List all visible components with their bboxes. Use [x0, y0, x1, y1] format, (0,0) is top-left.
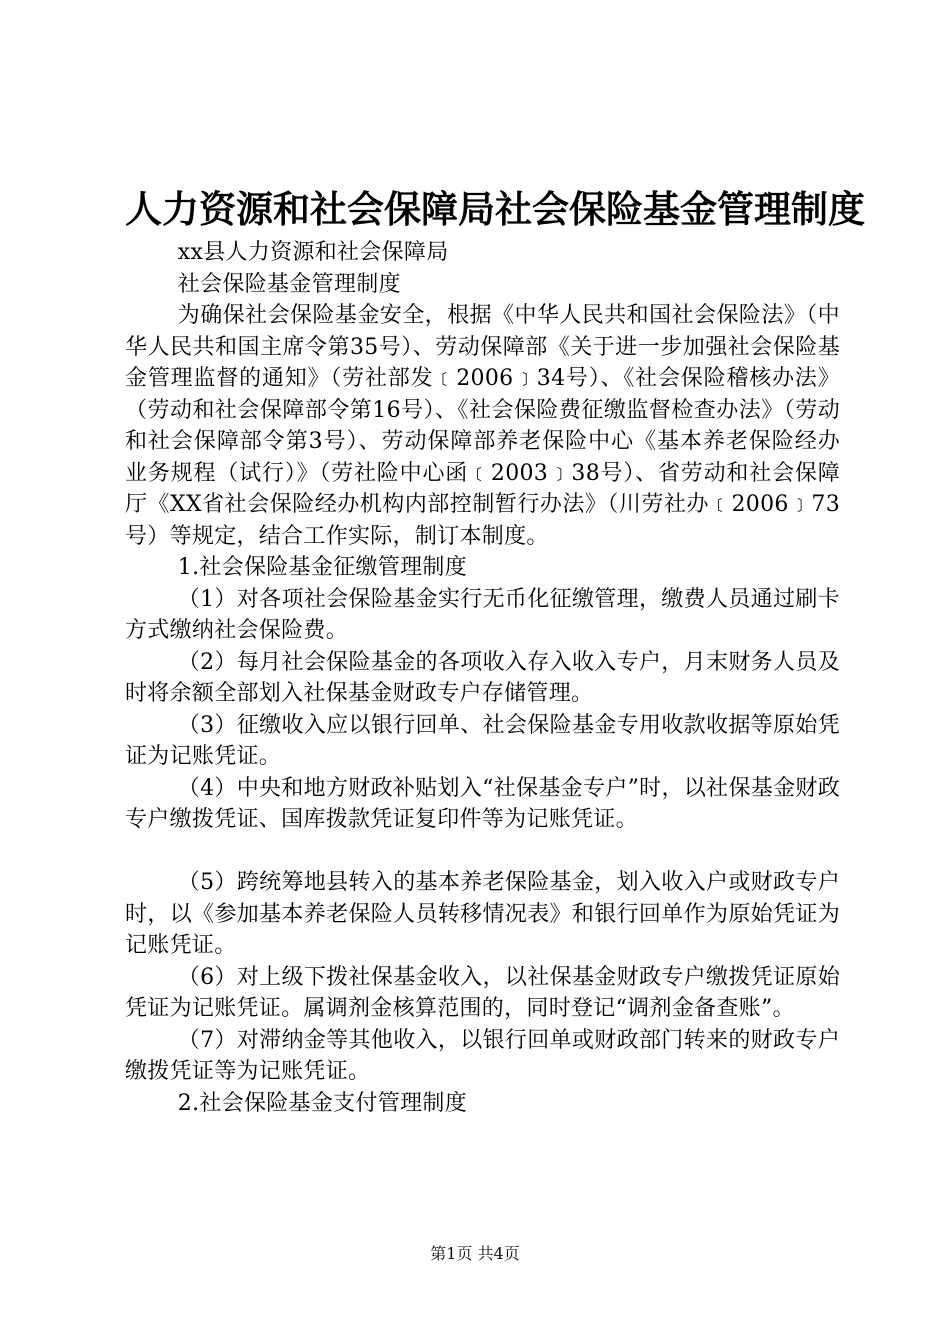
section-heading-1: 1.社会保险基金征缴管理制度: [177, 555, 467, 580]
paragraph-item-3: （3）征缴收入应以银行回单、社会保险基金专用收款收据等原始凭证为记账凭证。: [125, 712, 840, 769]
paragraph-issuer: xx县人力资源和社会保障局: [177, 240, 449, 265]
paragraph-item-5: （5）跨统筹地县转入的基本养老保险基金，划入收入户或财政专户时，以《参加基本养老保险人员转移情况表》和银行回单作为原始凭证为记账凭证。: [125, 870, 840, 958]
document-body: [125, 237, 840, 1119]
paragraph-item-7: （7）对滞纳金等其他收入，以银行回单或财政部门转来的财政专户缴拨凭证等为记账凭证。: [125, 1027, 840, 1084]
document-title: 人力资源和社会保障局社会保险基金管理制度: [125, 187, 865, 231]
paragraph-item-6: （6）对上级下拨社保基金收入，以社保基金财政专户缴拨凭证原始凭证为记账凭证。属调剂金核算范围的，同时登记“调剂金备查账”。: [125, 964, 840, 1021]
paragraph-intro: 为确保社会保险基金安全，根据《中华人民共和国社会保险法》（中华人民共和国主席令第35号）、劳动保障部《关于进一步加强社会保险基金管理监督的通知》（劳社部发﹝2006﹞34号）、《社会保险稽核办法》（劳动和社会保障部令第16号）、《社会保险费征缴监督检查办法》（劳动和社会保障部令第3号）、劳动保障部养老保险中心《基本养老保险经办业务规程（试行）》（劳社险中心函﹝2003﹞38号）、省劳动和社会保障厅《XX省社会保险经办机构内部控制暂行办法》（川劳社办﹝2006﹞73号）等规定，结合工作实际，制订本制度。: [125, 303, 840, 549]
paragraph-item-2: （2）每月社会保险基金的各项收入存入收入专户，月末财务人员及时将余额全部划入社保基金财政专户存储管理。: [125, 649, 840, 706]
paragraph-item-1: （1）对各项社会保险基金实行无币化征缴管理，缴费人员通过刷卡方式缴纳社会保险费。: [125, 586, 840, 643]
section-heading-2: 2.社会保险基金支付管理制度: [177, 1090, 467, 1116]
paragraph-subtitle: 社会保险基金管理制度: [177, 271, 401, 297]
page-number-footer: 第1页 共4页: [430, 1244, 520, 1263]
paragraph-item-4: （4）中央和地方财政补贴划入“社保基金专户”时，以社保基金财政专户缴拨凭证、国库拨款凭证复印件等为记账凭证。: [125, 775, 840, 832]
blank-line: [125, 836, 840, 868]
